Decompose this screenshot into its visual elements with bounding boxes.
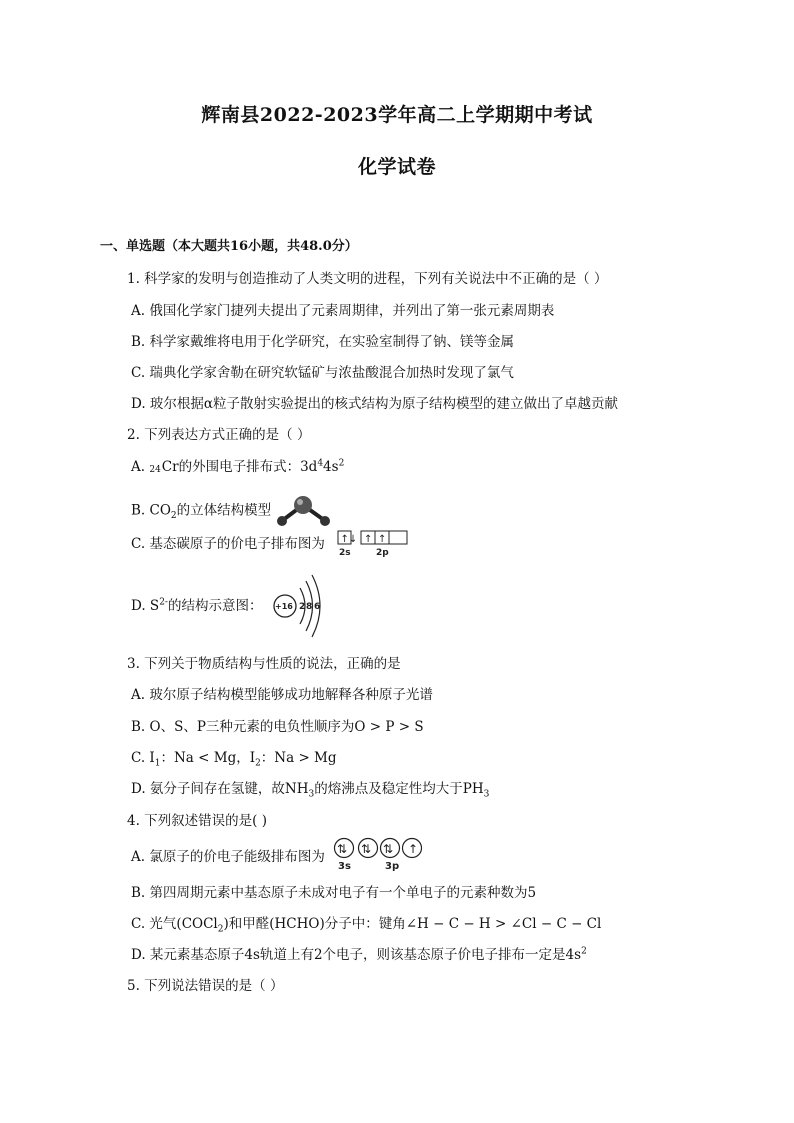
svg-text:↑: ↑: [378, 534, 387, 545]
q3-c-text: ：Na < Mg，I: [160, 750, 256, 766]
q3-d-text: 的熔沸点及稳定性均大于PH: [314, 781, 484, 797]
q2-option-c: [131, 535, 325, 553]
q2-d-text: 的结构示意图：: [167, 598, 263, 614]
q4-option-b: B. 第四周期元素中基态原子未成对电子有一个单电子的元素种数为5: [131, 885, 537, 901]
q5-stem: 5. 下列说法错误的是（ ）: [127, 978, 284, 994]
q2-option-d: [131, 597, 262, 615]
subscript: 2: [170, 511, 177, 522]
svg-text:↑↓: ↑↓: [340, 534, 358, 545]
orbital-diagram-icon: [337, 529, 417, 559]
q4-option-d: [131, 946, 587, 964]
orbital-3s-label: 3s: [338, 861, 351, 872]
q3-option-b: B. O、S、P三种元素的电负性顺序为O > P > S: [131, 719, 424, 735]
svg-text:8: 8: [306, 602, 313, 612]
superscript: 4: [317, 458, 324, 469]
q2-stem: 2. 下列表达方式正确的是（ ）: [127, 427, 311, 443]
q2-c-text: C. 基态碳原子的价电子排布图为: [131, 536, 325, 552]
atom-structure-icon: [272, 572, 330, 640]
q4-c-text: )和甲醛(HCHO)分子中：键角∠H − C − H > ∠Cl − C − Cl: [223, 916, 602, 932]
q3-option-d: [131, 780, 489, 798]
page-title: 辉南县2022-2023学年高二上学期期中考试: [201, 104, 593, 126]
q1-option-d: D. 玻尔根据α粒子散射实验提出的核式结构为原子结构模型的建立做出了卓越贡献: [131, 396, 619, 412]
q3-stem: 3. 下列关于物质结构与性质的说法，正确的是: [127, 656, 401, 672]
q2-d-label: D. S: [131, 598, 160, 614]
q2-b-label: B. CO: [131, 502, 171, 519]
q3-c-label: C. I: [131, 750, 155, 766]
q1-option-b: B. 科学家戴维将电用于化学研究，在实验室制得了钠、镁等金属: [131, 334, 515, 350]
q4-c-label: C. 光气(COCl: [131, 916, 218, 932]
q4-option-a: [131, 848, 325, 866]
q4-option-c: [131, 915, 601, 933]
subscript: 1: [154, 758, 161, 769]
svg-text:+16: +16: [275, 602, 293, 611]
q1-stem: 1. 科学家的发明与创造推动了人类文明的进程，下列有关说法中不正确的是（ ）: [127, 271, 608, 287]
orbital-diagram-icon: [333, 836, 425, 874]
q3-c-text2: ：Na > Mg: [260, 750, 337, 766]
q4-stem: 4. 下列叙述错误的是( ): [127, 813, 267, 829]
orbital-3p-label: 3p: [385, 861, 400, 872]
svg-text:⇅: ⇅: [337, 842, 348, 856]
subscript: 2: [217, 924, 224, 935]
q2-b-text: 的立体结构模型: [176, 502, 272, 519]
section-heading: 一、单选题（本大题共16小题，共48.0分）: [100, 239, 358, 254]
svg-text:6: 6: [314, 602, 321, 612]
svg-text:⇅: ⇅: [361, 842, 372, 856]
svg-text:⇅: ⇅: [383, 842, 394, 856]
subscript: 3: [483, 789, 490, 800]
q2-option-a: [131, 458, 344, 479]
q4-a-text: A. 氯原子的价电子能级排布图为: [131, 849, 325, 865]
q2-a-label: A.: [131, 459, 150, 475]
q3-option-c: [131, 749, 337, 767]
q1-option-a: A. 俄国化学家门捷列夫提出了元素周期律，并列出了第一张元素周期表: [131, 303, 555, 319]
superscript: 2-: [159, 597, 168, 608]
superscript: 2: [338, 458, 345, 469]
orbital-2p-label: 2p: [376, 548, 389, 558]
q1-option-c: C. 瑞典化学家舍勒在研究软锰矿与浓盐酸混合加热时发现了氯气: [131, 365, 514, 381]
mass-number: 24: [149, 465, 161, 475]
svg-text:↑: ↑: [364, 534, 373, 545]
superscript: 2: [581, 946, 587, 957]
q3-option-a: A. 玻尔原子结构模型能够成功地解释各种原子光谱: [131, 687, 433, 703]
q2-a-text: Cr的外围电子排布式：3d: [161, 459, 318, 475]
q4-d-text: D. 某元素基态原子4s轨道上有2个电子，则该基态原子价电子排布一定是4s: [131, 947, 582, 963]
q3-d-label: D. 氨分子间存在氢键，故NH: [131, 781, 309, 797]
q2-a-text2: 4s: [323, 459, 339, 475]
page-subtitle: 化学试卷: [357, 156, 436, 178]
orbital-2s-label: 2s: [339, 548, 351, 558]
subscript: 3: [308, 789, 315, 800]
q2-option-b: [131, 494, 333, 528]
subscript: 2: [255, 758, 261, 769]
molecule-model-icon: [275, 494, 333, 528]
svg-text:2: 2: [299, 602, 306, 612]
svg-text:↑: ↑: [408, 842, 419, 856]
